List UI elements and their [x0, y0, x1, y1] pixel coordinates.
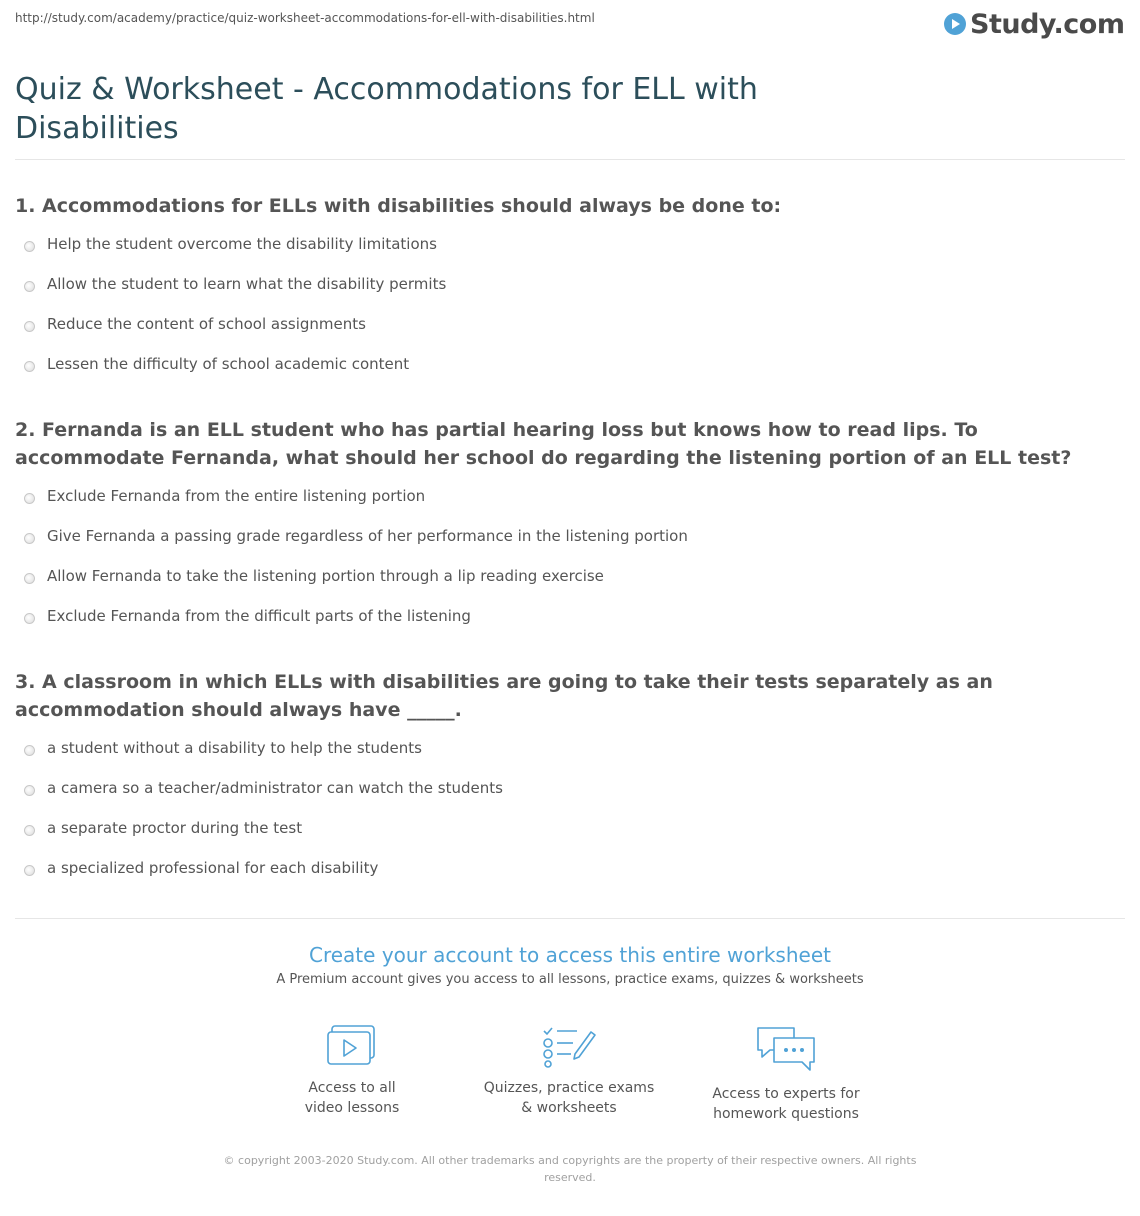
question-2: [15, 416, 1115, 645]
feature-experts: [686, 1024, 886, 1124]
answer-option[interactable]: [15, 485, 1115, 525]
answer-label: Exclude Fernanda from the difficult parts of the listening: [47, 607, 471, 625]
radio-button[interactable]: [24, 281, 35, 292]
radio-button[interactable]: [24, 785, 35, 796]
answer-label: Allow Fernanda to take the listening portion through a lip reading exercise: [47, 567, 604, 585]
radio-button[interactable]: [24, 865, 35, 876]
logo-text: Study.com: [970, 8, 1125, 40]
answer-label: a specialized professional for each disability: [47, 859, 379, 877]
feature-label: Quizzes, practice exams & worksheets: [483, 1080, 655, 1116]
answer-options: [15, 737, 1115, 897]
study-logo[interactable]: [944, 6, 1124, 42]
answer-label: a student without a disability to help the students: [47, 739, 422, 757]
feature-label: Access to experts for homework questions: [712, 1086, 860, 1122]
radio-button[interactable]: [24, 825, 35, 836]
feature-label: Access to all video lessons: [304, 1080, 400, 1116]
answer-option[interactable]: [15, 737, 1115, 777]
radio-button[interactable]: [24, 361, 35, 372]
question-text: 3. A classroom in which ELLs with disabilities are going to take their tests separately as an accommodation should always have _____.: [15, 671, 993, 721]
answer-label: Allow the student to learn what the disability permits: [47, 275, 447, 293]
cta-title-link[interactable]: Create your account to access this entire worksheet: [309, 943, 831, 967]
radio-button[interactable]: [24, 533, 35, 544]
copyright-footer: © copyright 2003-2020 Study.com. All other trademarks and copyrights are the property of their respective owners. All rights reserved.: [223, 1154, 917, 1184]
quiz-checklist-icon: [541, 1024, 597, 1068]
play-circle-icon: [944, 13, 966, 35]
radio-button[interactable]: [24, 321, 35, 332]
answer-label: Help the student overcome the disability limitations: [47, 235, 437, 253]
answer-option[interactable]: [15, 353, 1115, 393]
answer-label: a camera so a teacher/administrator can watch the students: [47, 779, 503, 797]
answer-option[interactable]: [15, 777, 1115, 817]
radio-button[interactable]: [24, 241, 35, 252]
answer-label: a separate proctor during the test: [47, 819, 303, 837]
feature-quizzes: [469, 1024, 669, 1118]
radio-button[interactable]: [24, 613, 35, 624]
answer-label: Lessen the difficulty of school academic content: [47, 355, 410, 373]
answer-option[interactable]: [15, 313, 1115, 353]
answer-label: Exclude Fernanda from the entire listening portion: [47, 487, 426, 505]
cta-subtitle: A Premium account gives you access to all lessons, practice exams, quizzes & worksheets: [276, 972, 864, 987]
title-divider: [15, 159, 1125, 160]
radio-button[interactable]: [24, 493, 35, 504]
question-3: [15, 668, 1115, 897]
answer-option[interactable]: [15, 565, 1115, 605]
answer-option[interactable]: [15, 605, 1115, 645]
section-divider: [15, 918, 1125, 919]
answer-label: Give Fernanda a passing grade regardless of her performance in the listening portion: [47, 527, 688, 545]
question-1: [15, 192, 1115, 393]
page-url: http://study.com/academy/practice/quiz-worksheet-accommodations-for-ell-with-disabilities.html: [15, 11, 595, 25]
answer-options: [15, 233, 1115, 393]
answer-option[interactable]: [15, 857, 1115, 897]
answer-option[interactable]: [15, 525, 1115, 565]
radio-button[interactable]: [24, 573, 35, 584]
feature-video-lessons: [252, 1024, 452, 1118]
answer-option[interactable]: [15, 817, 1115, 857]
answer-option[interactable]: [15, 273, 1115, 313]
question-text: 1. Accommodations for ELLs with disabilities should always be done to:: [15, 195, 782, 217]
question-text: 2. Fernanda is an ELL student who has partial hearing loss but knows how to read lips. To accommodate Fernanda, what should her school do regarding the listening portion of an ELL test?: [15, 419, 1072, 469]
radio-button[interactable]: [24, 745, 35, 756]
answer-label: Reduce the content of school assignments: [47, 315, 366, 333]
chat-bubbles-icon: [754, 1024, 818, 1074]
video-lessons-icon: [326, 1024, 378, 1068]
answer-option[interactable]: [15, 233, 1115, 273]
page-title: Quiz & Worksheet - Accommodations for ELL with Disabilities: [15, 72, 758, 146]
answer-options: [15, 485, 1115, 645]
premium-cta: [0, 942, 1140, 987]
